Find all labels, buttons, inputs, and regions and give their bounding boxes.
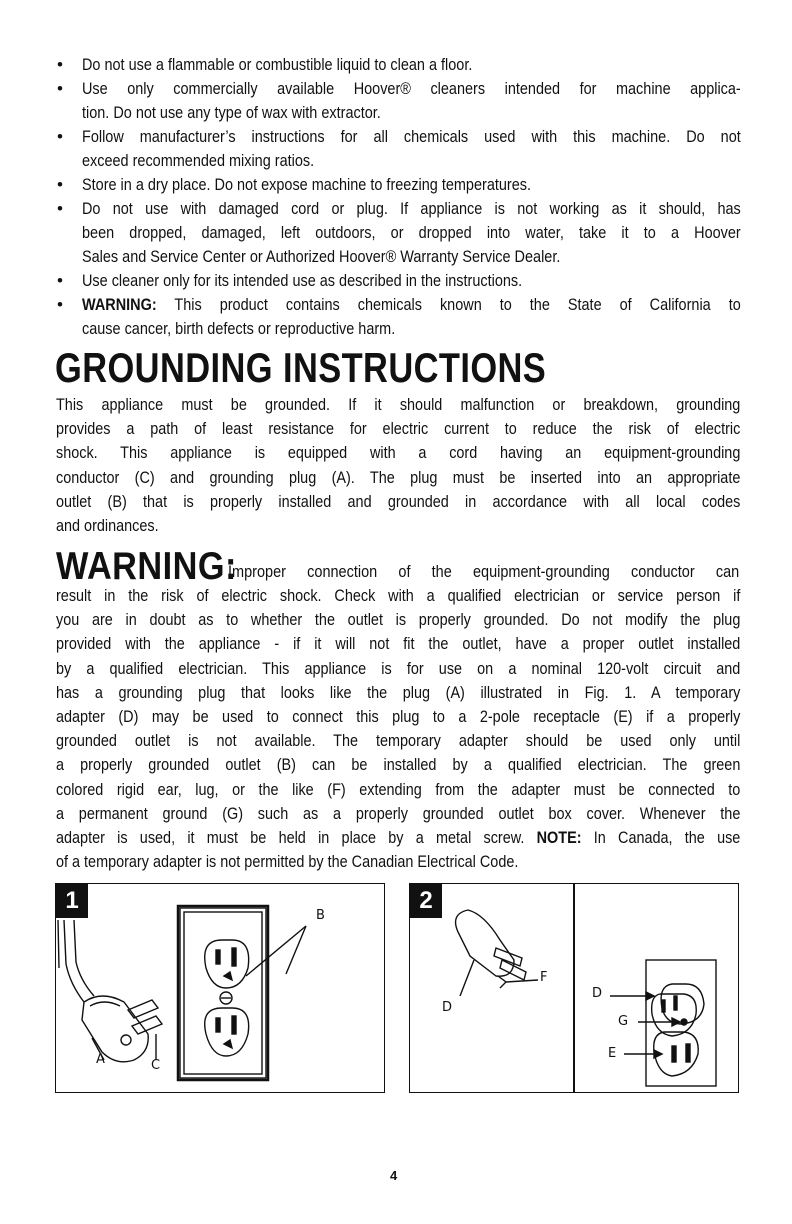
paragraph-line: shock. This appliance is equipped with a cord having an equipment-grounding <box>56 443 741 463</box>
bullet-line: • Use only commercially available Hoover® cleaners intended for machine applica- <box>82 79 741 98</box>
bullet-line <box>82 293 741 317</box>
figure-2 <box>409 883 739 1093</box>
paragraph-line: grounded outlet is not available. The temporary adapter should be used only until <box>56 731 741 751</box>
paragraph-line: by a qualified electrician. This appliance is for use on a nominal 120-volt circuit and <box>56 658 741 678</box>
grounding-paragraph <box>56 393 740 538</box>
paragraph-line: colored rigid ear, lug, or the like (F) extending from the adapter must be connected to <box>56 779 741 799</box>
figure-number: 1 <box>56 884 88 918</box>
paragraph-line: outlet (B) that is properly installed and grounded in accordance with all local codes <box>56 491 741 511</box>
paragraph-line: and ordinances. <box>56 516 159 536</box>
note-post-text: In Canada, the use <box>593 828 741 848</box>
paragraph-line <box>56 826 740 850</box>
bullet-item <box>56 269 744 293</box>
bullet-line: been dropped, damaged, left outdoors, or dropped into water, take it to a Hoover <box>82 223 741 242</box>
figure-1 <box>55 883 385 1093</box>
bullet-line: • Do not use with damaged cord or plug. If appliance is not working as it should, has <box>82 199 741 218</box>
bullet-line: tion. Do not use any type of wax with extractor. <box>82 103 381 122</box>
paragraph-line: Improper connection of the equipment-grounding conductor can <box>228 562 740 581</box>
adapter-on-outlet-icon <box>661 984 704 1024</box>
bullet-line: exceed recommended mixing ratios. <box>82 151 315 170</box>
bullet-item <box>56 173 744 197</box>
paragraph-line: This appliance must be grounded. If it should malfunction or breakdown, grounding <box>56 395 741 414</box>
bullet-item <box>56 125 744 173</box>
temporary-adapter-illustration <box>410 884 738 1092</box>
paragraph-line: you are in doubt as to whether the outlet is properly grounded. Do not modify the plug <box>56 610 741 630</box>
paragraph-line: adapter (D) may be used to connect this plug to a 2-pole receptacle (E) if a properly <box>56 707 741 727</box>
label-d-outlet: D <box>592 986 603 1001</box>
paragraph-line: provides a path of least resistance for electric current to reduce the risk of electric <box>56 419 741 439</box>
bullet-line: • Use cleaner only for its intended use as described in the instructions. <box>82 271 523 290</box>
label-e: E <box>608 1046 617 1061</box>
bullet-line: • Store in a dry place. Do not expose machine to freezing temperatures. <box>82 175 531 194</box>
label-d-adapter: D <box>442 1000 453 1015</box>
paragraph-line: a permanent ground (G) such as a properly grounded outlet box cover. Whenever the <box>56 803 741 823</box>
figure-number: 2 <box>410 884 442 918</box>
bullet-item <box>56 197 744 269</box>
paragraph-line: result in the risk of electric shock. Check with a qualified electrician or service person if <box>56 586 741 605</box>
paragraph-line: of a temporary adapter is not permitted by the Canadian Electrical Code. <box>56 852 519 872</box>
label-g: G <box>618 1014 629 1029</box>
grounded-plug-outlet-illustration <box>56 884 384 1092</box>
bullet-line: • Do not use a flammable or combustible liquid to clean a floor. <box>82 55 473 74</box>
bullet-line: cause cancer, birth defects or reproductive harm. <box>82 319 396 338</box>
paragraph-line: a properly grounded outlet (B) can be installed by a qualified electrician. The green <box>56 755 741 775</box>
bullet-line: • Follow manufacturer’s instructions for all chemicals used with this machine. Do not <box>82 127 741 146</box>
page-number: 4 <box>390 1168 398 1183</box>
warning-label: WARNING: <box>82 295 157 314</box>
note-pre-text: adapter is used, it must be held in place by a metal screw. <box>56 828 525 848</box>
bullet-item <box>56 53 744 77</box>
bullet-item-warning <box>56 293 744 341</box>
bullet-line: Sales and Service Center or Authorized Hoover® Warranty Service Dealer. <box>82 247 561 266</box>
label-a: A <box>96 1052 105 1067</box>
paragraph-line: conductor (C) and grounding plug (A). The plug must be inserted into an appropriate <box>56 467 741 487</box>
safety-bullet-list <box>56 53 744 341</box>
warning-text: This product contains chemicals known to the State of California to <box>174 295 741 314</box>
warning-heading: WARNING: <box>56 545 237 588</box>
bullet-item <box>56 77 744 125</box>
warning-paragraph <box>56 545 741 874</box>
label-c: C <box>151 1058 161 1073</box>
label-b: B <box>316 908 325 923</box>
note-label: NOTE: <box>536 828 582 848</box>
label-f: F <box>540 970 548 985</box>
section-title: GROUNDING INSTRUCTIONS <box>55 344 547 391</box>
paragraph-line: provided with the appliance - if it will not fit the outlet, have a proper outlet installed <box>56 634 741 654</box>
warning-first-line <box>56 545 740 588</box>
adapter-icon <box>456 910 514 976</box>
paragraph-line: has a grounding plug that looks like the plug (A) illustrated in Fig. 1. A temporary <box>56 682 741 702</box>
